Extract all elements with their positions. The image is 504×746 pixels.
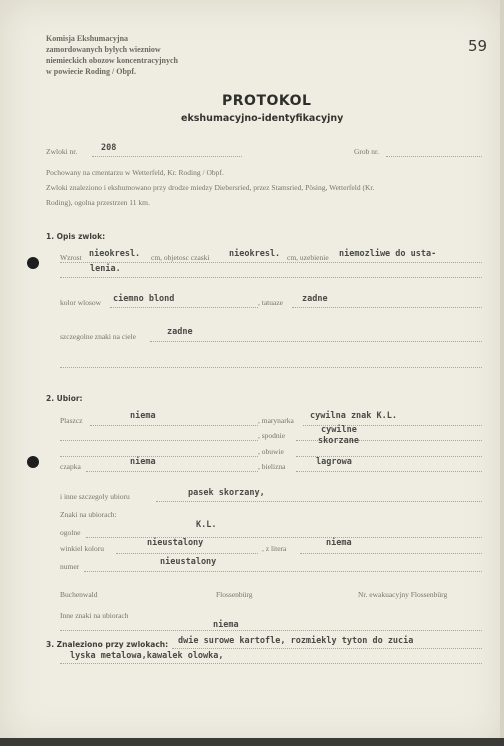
ogolne-value: K.L.: [196, 520, 217, 530]
plaszcz-value: niema: [130, 411, 156, 421]
tatuaze-label: , tatuaze: [258, 298, 283, 307]
uzebienie-value-1: niemozliwe do usta-: [339, 249, 437, 259]
spodnie-label: , spodnie: [258, 431, 286, 440]
znaki-ciele-value: zadne: [167, 327, 193, 337]
document-title: PROTOKOL: [222, 93, 312, 109]
org-line-3: niemieckich obozow koncentracyjnych: [46, 56, 178, 65]
org-line-2: zamordowanych bylych wiezniow: [46, 45, 161, 54]
punch-hole-top: [27, 257, 39, 269]
zwloki-label: Zwloki nr.: [46, 147, 78, 156]
document-subtitle: ekshumacyjno-identyfikacyjny: [181, 113, 344, 124]
znaleziono-text-1: Zwloki znaleziono i ekshumowano przy drodze miedzy Diebersried, przez Stamsried, Pösing, Wetterfeld (Kr.: [46, 183, 375, 192]
scan-border: [0, 738, 504, 746]
uzebienie-value-2: lenia.: [90, 264, 121, 274]
znaki-ubiorach-label: Znaki na ubiorach:: [60, 510, 117, 519]
flossenburg-label: Flossenbürg: [216, 590, 253, 599]
punch-hole-bottom: [27, 456, 39, 468]
winkiel-label: winkiel koloru: [60, 544, 104, 553]
pochowany-text: Pochowany na cmentarzu w Wetterfeld, Kr. Roding / Obpf.: [46, 168, 224, 177]
ogolne-label: ogolne: [60, 528, 81, 537]
inne-szczegoly-label: i inne szczegoly ubioru: [60, 492, 130, 501]
czaska-value: nieokresl.: [229, 249, 281, 259]
section-znaleziono-heading: 3. Znaleziono przy zwlokach:: [46, 640, 169, 649]
numer-value: nieustalony: [160, 557, 217, 567]
obuwie-label: , obuwie: [258, 447, 284, 456]
section-ubior-heading: 2. Ubior:: [46, 394, 83, 403]
czapka-value: niema: [130, 457, 156, 467]
bielizna-value: lagrowa: [316, 457, 352, 467]
inne-znaki-label: Inne znaki na ubiorach: [60, 611, 129, 620]
znaki-ciele-label: szczegolne znaki na ciele: [60, 332, 136, 341]
wzrost-value: nieokresl.: [89, 249, 141, 259]
grob-label: Grob nr.: [354, 147, 379, 156]
marynarka-label: , marynarka: [258, 416, 294, 425]
znaleziono-value-2: lyska metalowa,kawalek olowka,: [70, 651, 224, 661]
znaleziono-text-2: Roding), ogolna przestrzen 11 km.: [46, 198, 150, 207]
org-line-4: w powiecie Roding / Obpf.: [46, 67, 137, 76]
kolor-value: ciemno blond: [113, 294, 175, 304]
spodnie-value-2: skorzane: [318, 436, 359, 446]
org-line-1: Komisja Ekshumacyjna: [46, 34, 129, 43]
wzrost-unit: cm, objetosc czaski: [151, 253, 210, 262]
section-opis-heading: 1. Opis zwlok:: [46, 232, 106, 241]
winkiel-value: nieustalony: [147, 538, 204, 548]
paper-edge: [500, 0, 504, 746]
bielizna-label: , bielizna: [258, 462, 286, 471]
czaska-unit: cm, uzebienie: [287, 253, 329, 262]
marynarka-value: cywilna znak K.L.: [310, 411, 397, 421]
nr-ewakuacyjny-label: Nr. ewakuacyjny Flossenbürg: [358, 590, 448, 599]
zwloki-value: 208: [101, 143, 117, 153]
page-number: 59: [468, 37, 488, 55]
plaszcz-label: Plaszcz: [60, 416, 83, 425]
tatuaze-value: zadne: [302, 294, 328, 304]
buchenwald-label: Buchenwald: [60, 590, 98, 599]
spodnie-value-1: cywilne: [321, 425, 357, 435]
wzrost-label: Wzrost: [60, 253, 82, 262]
inne-szczegoly-value: pasek skorzany,: [188, 488, 265, 498]
znaleziono-value-1: dwie surowe kartofle, rozmiekly tyton do zucia: [178, 636, 414, 646]
litera-label: , z litera: [262, 544, 287, 553]
numer-label: numer: [60, 562, 80, 571]
inne-znaki-value: niema: [213, 620, 239, 630]
litera-value: niema: [326, 538, 352, 548]
czapka-label: czapka: [60, 462, 81, 471]
kolor-label: kolor wlosow: [60, 298, 102, 307]
